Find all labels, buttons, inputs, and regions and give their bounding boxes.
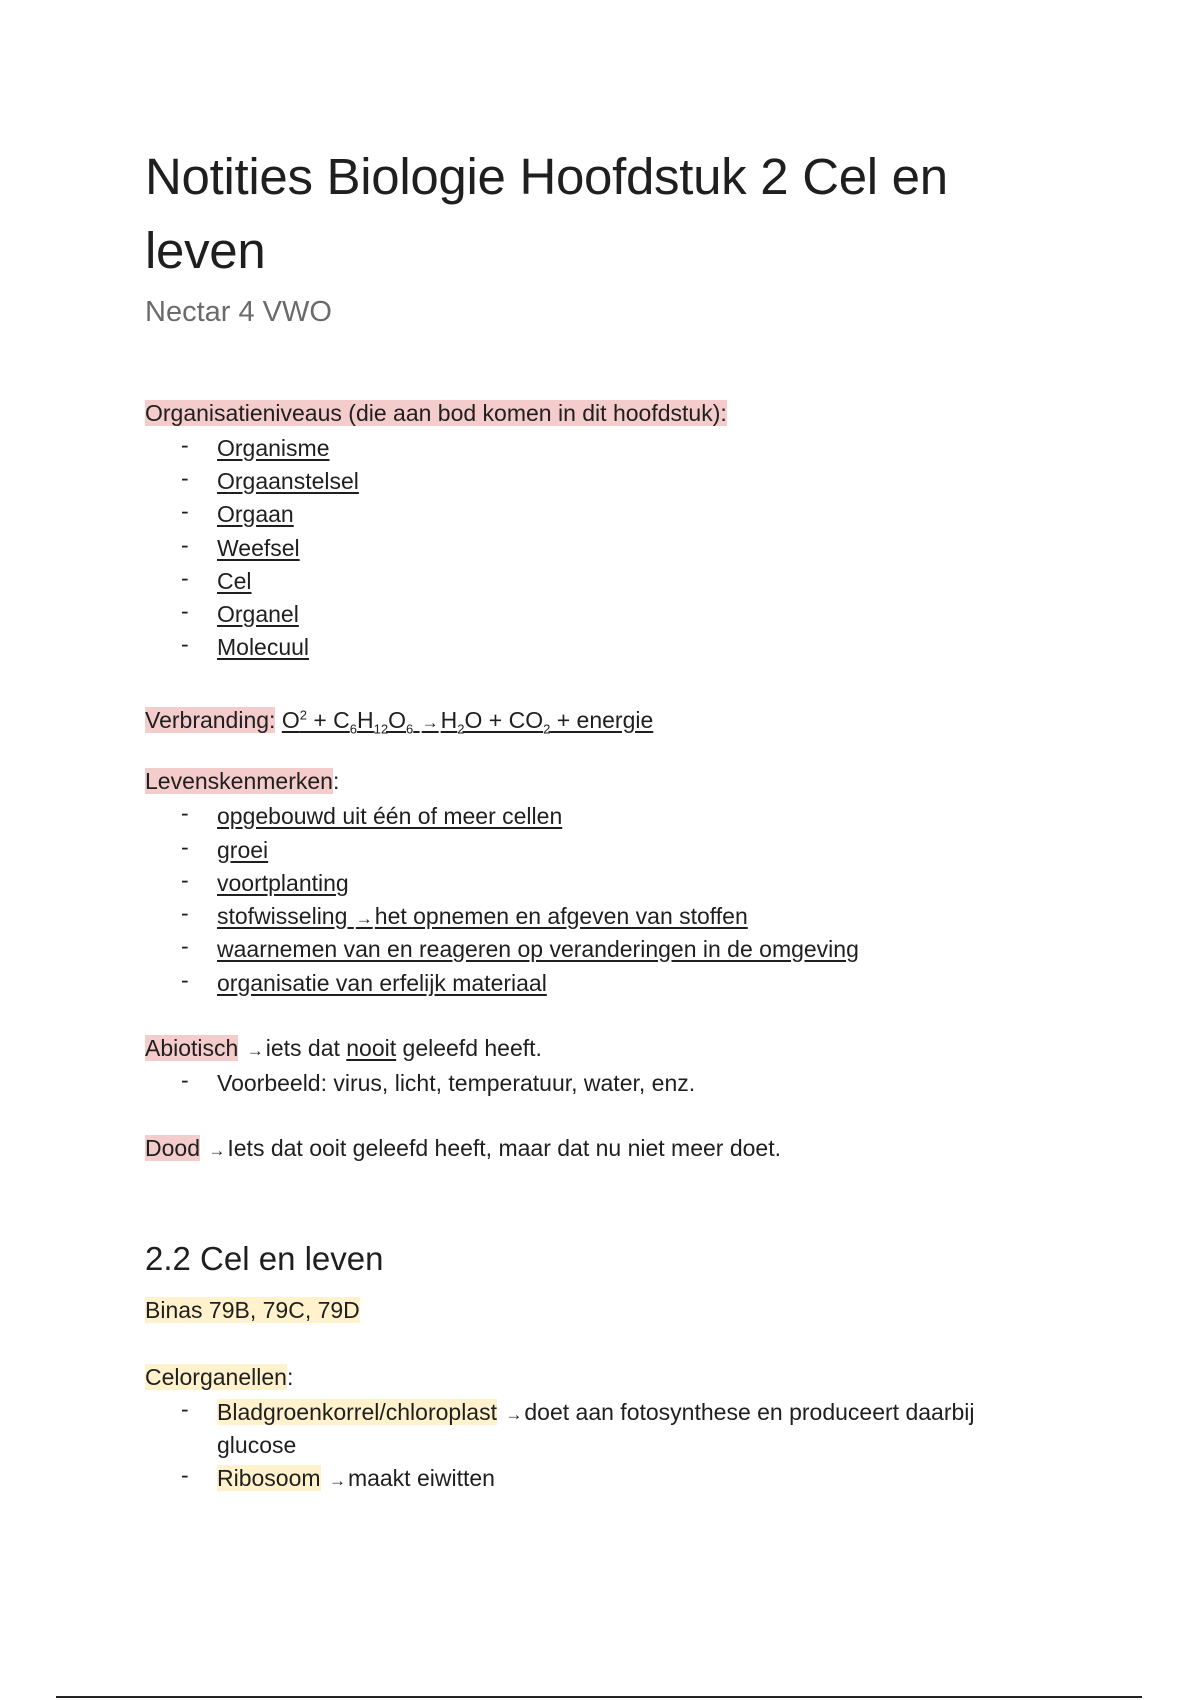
verbranding-formula: $O^2 + C_6H_{12}O_6 \to H_2O + CO_2$ + energie <box>281 706 654 737</box>
abiotisch-label: Abiotisch <box>145 1035 239 1061</box>
list-item: Organisme <box>217 435 330 461</box>
page-subtitle: Nectar 4 VWO <box>145 296 332 328</box>
section-heading: 2.2 Cel en leven <box>145 1240 384 1277</box>
arrow-icon: → <box>328 1471 346 1490</box>
list-item: Ribosoom →maakt eiwitten <box>217 1465 495 1491</box>
list-item: waarnemen van en reageren op veranderingen in de omgeving <box>217 936 859 962</box>
list-item: stofwisseling →het opnemen en afgeven van stoffen <box>217 903 748 929</box>
dood-line: Dood →Iets dat ooit geleefd heeft, maar dat nu niet meer doet. <box>145 1135 782 1161</box>
list-item: organisatie van erfelijk materiaal <box>217 970 547 996</box>
organisatie-heading: Organisatieniveaus (die aan bod komen in dit hoofdstuk): <box>145 400 727 426</box>
list-item: voortplanting <box>217 870 349 896</box>
list-item: opgebouwd uit één of meer cellen <box>217 803 563 829</box>
arrow-icon: → <box>421 712 439 732</box>
arrow-icon: → <box>505 1405 523 1424</box>
arrow-icon: → <box>208 1141 226 1160</box>
organellen-heading: Celorganellen: <box>145 1364 294 1390</box>
arrow-icon: → <box>355 909 373 928</box>
page-bottom-rule <box>56 1696 1142 1698</box>
list-item: Orgaan <box>217 501 294 527</box>
binas-line: Binas 79B, 79C, 79D <box>145 1297 360 1323</box>
page-title: Notities Biologie Hoofdstuk 2 Cel en leven <box>145 148 948 279</box>
arrow-icon: → <box>246 1041 264 1060</box>
dood-label: Dood <box>145 1135 200 1161</box>
list-item: Cel <box>217 568 252 594</box>
abiotisch-example: Voorbeeld: virus, licht, temperatuur, water, enz. <box>217 1070 696 1096</box>
abiotisch-line: Abiotisch →iets dat nooit geleefd heeft. <box>145 1035 542 1061</box>
list-item: Molecuul <box>217 634 310 660</box>
list-item: Orgaanstelsel <box>217 468 359 494</box>
list-item: Bladgroenkorrel/chloroplast →doet aan fotosynthese en produceert daarbij <box>217 1399 975 1425</box>
verbranding-label: Verbranding: <box>145 706 276 733</box>
verbranding-line <box>145 700 653 744</box>
list-item: Organel <box>217 601 299 627</box>
list-item: Weefsel <box>217 535 300 561</box>
list-item-continuation: glucose <box>217 1432 297 1458</box>
levens-heading: Levenskenmerken: <box>145 768 340 794</box>
list-item: groei <box>217 837 269 863</box>
